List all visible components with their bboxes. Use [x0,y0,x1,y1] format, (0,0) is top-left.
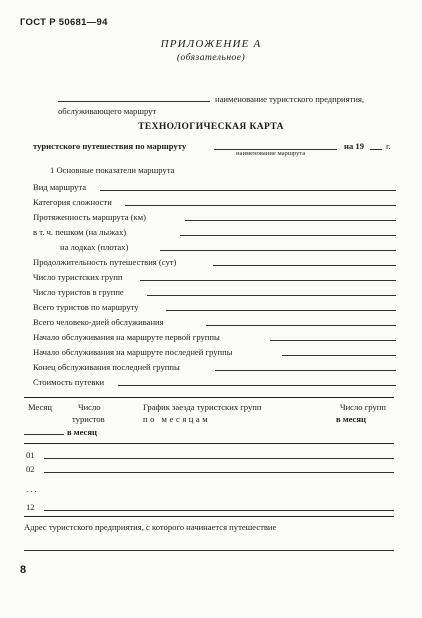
field-label: Начало обслуживания на маршруте последней группы [33,347,233,357]
operator-caption-2: обслуживающего маршрут [58,106,157,116]
operator-caption: наименование туристского предприятия, [215,94,365,104]
field-line[interactable] [125,205,396,206]
year-suffix: г. [386,141,391,151]
trip-label: туристского путешествия по маршруту [33,141,187,151]
field-line[interactable] [206,325,396,326]
address-label: Адрес туристского предприятия, с которого начинается путешествие [24,522,277,532]
col-tourists-3: в месяц [67,427,97,437]
field-label: Число туристских групп [33,272,123,282]
field-label: Начало обслуживания на маршруте первой группы [33,332,220,342]
col-tourists-1: Число [78,402,101,412]
field-line[interactable] [213,265,396,266]
route-caption: наименование маршрута [236,150,306,157]
row-line[interactable] [44,458,394,459]
table-header-rule [24,443,394,444]
year-prefix: на 19 [344,141,364,151]
field-line[interactable] [180,235,396,236]
month-entry-line[interactable] [24,434,64,435]
row-line[interactable] [44,472,394,473]
page-number: 8 [20,564,27,576]
field-label: в т. ч. пешком (на лыжах) [33,227,127,237]
field-line[interactable] [282,355,396,356]
row-label: 12 [26,502,35,512]
appendix-title: ПРИЛОЖЕНИЕ А [160,38,262,50]
address-line[interactable] [24,550,394,551]
field-line[interactable] [140,280,396,281]
appendix-subtitle: (обязательное) [176,53,246,63]
field-label: Вид маршрута [33,182,87,192]
field-label: Число туристов в группе [33,287,124,297]
row-label: 01 [26,450,35,460]
table-top-rule [24,397,394,398]
row-label: . . . [26,484,37,494]
field-line[interactable] [100,190,396,191]
field-label: Конец обслуживания последней группы [33,362,180,372]
card-title: ТЕХНОЛОГИЧЕСКАЯ КАРТА [138,122,284,132]
col-groups-2: в месяц [336,414,366,424]
field-line[interactable] [147,295,396,296]
field-line[interactable] [185,220,396,221]
field-label: Продолжительность путешествия (сут) [33,257,177,267]
operator-name-line[interactable] [58,101,210,102]
field-label: Протяженность маршрута (км) [33,212,147,222]
section1-title: 1 Основные показатели маршрута [50,165,175,175]
year-line[interactable] [370,149,382,150]
field-label: Стоимость путевки [33,377,105,387]
field-label: Всего человеко-дней обслуживания [33,317,164,327]
table-bottom-rule [24,516,394,517]
row-label: 02 [26,464,35,474]
col-graph-2: по месяцам [143,414,211,424]
col-month: Месяц [28,402,52,412]
col-graph-1: График заезда туристских групп [143,402,262,412]
field-line[interactable] [160,250,396,251]
field-line[interactable] [215,370,396,371]
field-line[interactable] [118,385,396,386]
field-line[interactable] [270,340,396,341]
field-label: Категория сложности [33,197,112,207]
col-groups-1: Число групп [340,402,386,412]
col-tourists-2: туристов [72,414,105,424]
row-line[interactable] [44,510,394,511]
field-label: на лодках (плотах) [60,242,129,252]
standard-code: ГОСТ Р 50681—94 [20,17,108,28]
field-label: Всего туристов по маршруту [33,302,139,312]
field-line[interactable] [166,310,396,311]
